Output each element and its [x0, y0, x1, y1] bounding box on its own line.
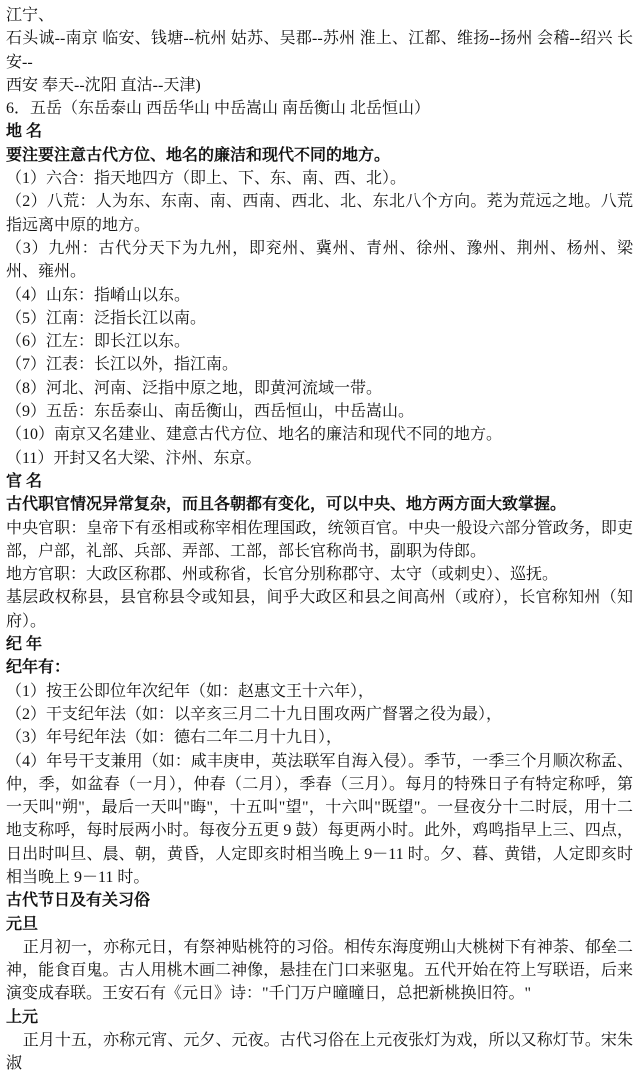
paragraph-place-names-intro: 要注要注意古代方位、地名的廉洁和现代不同的地方。	[6, 146, 391, 164]
paragraph-item-nanjing: （10）南京又名建业、建意古代方位、地名的廉洁和现代不同的地方。	[6, 426, 503, 444]
heading-era-years: 纪 年	[6, 636, 43, 654]
paragraph-central-officials: 中央官职：皇帝下有丞相或称宰相佐理国政，统领百官。中央一般设六部分管政务，即吏部，户部，礼部、兵部、弄部、工部，部长官称尚书，副职为侍郎。	[6, 519, 633, 560]
paragraph-item-reign-title-year: （3）年号纪年法（如：德右二年二月十九日），	[6, 729, 343, 747]
paragraph-shangyuan-body: 正月十五，亦称元宵、元夕、元夜。古代习俗在上元夜张灯为戏，所以又称灯节。宋朱淑	[6, 1032, 633, 1073]
heading-yuandan: 元旦	[6, 915, 39, 933]
heading-shangyuan: 上元	[6, 1008, 39, 1026]
paragraph-officials-intro: 古代职官情况异常复杂，而且各朝都有变化，可以中央、地方两方面大致掌握。	[6, 496, 567, 514]
paragraph-item-jiangnan: （5）江南：泛指长江以南。	[6, 309, 207, 327]
paragraph-item-regnal-year: （1）按王公即位年次纪年（如：赵惠文王十六年），	[6, 682, 375, 700]
paragraph-era-years-intro: 纪年有：	[6, 659, 71, 677]
paragraph-item-combined-year: （4）年号干支兼用（如：咸丰庚申，英法联军自海入侵）。季节，一季三个月顺次称孟、仲，季，如盆春（一月），仲春（二月），季春（三月）。每月的特殊日子有特定称呼，第一天叫"朔"，最后一天叫"晦"，十五叫"望"，十六叫"既望"。一昼夜分十二时辰，用十二地支称呼，每时辰两小时。每夜分五更 9 鼓）每更两小时。此外，鸡鸣指早上三、四点，日出时叫旦、晨、朝，黄昏，人定即亥时相当晚上 9－11 时。夕、暮、黄错，人定即亥时相当晚上 9－11 时。	[6, 752, 633, 886]
heading-official-titles: 官 名	[6, 472, 43, 490]
paragraph-item-bahuang: （2）八荒：人为东、东南、南、西南、西北、北、东北八个方向。茺为荒远之地。八荒指远离中原的地方。	[6, 193, 633, 234]
paragraph-item-wuyue: （9）五岳：东岳泰山、南岳衡山，西岳恒山，中岳嵩山。	[6, 403, 415, 421]
paragraph-city-old-names: 石头诚--南京 临安、钱塘--杭州 姑苏、吴郡--苏州 淮上、江都、维扬--扬州 会稽--绍兴 长安--	[6, 30, 633, 71]
paragraph-item-kaifeng: （11）开封又名大梁、汴州、东京。	[6, 449, 262, 467]
paragraph-item-shandong: （4）山东：指崤山以东。	[6, 286, 191, 304]
paragraph-city-old-names-2: 西安 奉天--沈阳 直沽--天津)	[6, 76, 201, 94]
heading-festivals: 古代节日及有关习俗	[6, 892, 151, 910]
paragraph-item-jiangzuo: （6）江左：即长江以东。	[6, 333, 191, 351]
paragraph-item-liuhe: （1）六合：指天地四方（即上、下、东、南、西、北）。	[6, 170, 407, 188]
heading-place-names: 地 名	[6, 123, 43, 141]
paragraph-five-mountains-list: 6．五岳（东岳泰山 西岳华山 中岳嵩山 南岳衡山 北岳恒山）	[6, 100, 431, 118]
paragraph-local-officials: 地方官职：大政区称郡、州或称省，长官分别称郡守、太守（或刺史）、巡抚。	[6, 566, 559, 584]
paragraph-item-jiuzhou: （3）九州：古代分天下为九州，即兖州、冀州、青州、徐州、豫州、荆州、杨州、梁州、雍州。	[6, 239, 633, 281]
paragraph-county-officials: 基层政权称县，县官称县令或知县，间乎大政区和县之间高州（或府），长官称知州（知府）。	[6, 589, 633, 630]
paragraph-yuandan-body: 正月初一，亦称元日，有祭神贴桃符的习俗。相传东海度朔山大桃树下有神荼、郁垒二神，能食百鬼。古人用桃木画二神像，悬挂在门口来驱鬼。五代开始在符上写联语，后来演变成春联。王安石有《元日》诗："千门万户曈曈日，总把新桃换旧符。"	[6, 938, 633, 1003]
paragraph-item-hebei-henan: （8）河北、河南、泛指中原之地，即黄河流域一带。	[6, 379, 383, 397]
paragraph-jiangning: 江宁、	[6, 7, 55, 24]
paragraph-item-jiangbiao: （7）江表：长江以外，指江南。	[6, 356, 239, 374]
paragraph-item-ganzhi-year: （2）干支纪年法（如：以辛亥三月二十九日围攻两广督署之役为最），	[6, 705, 503, 723]
